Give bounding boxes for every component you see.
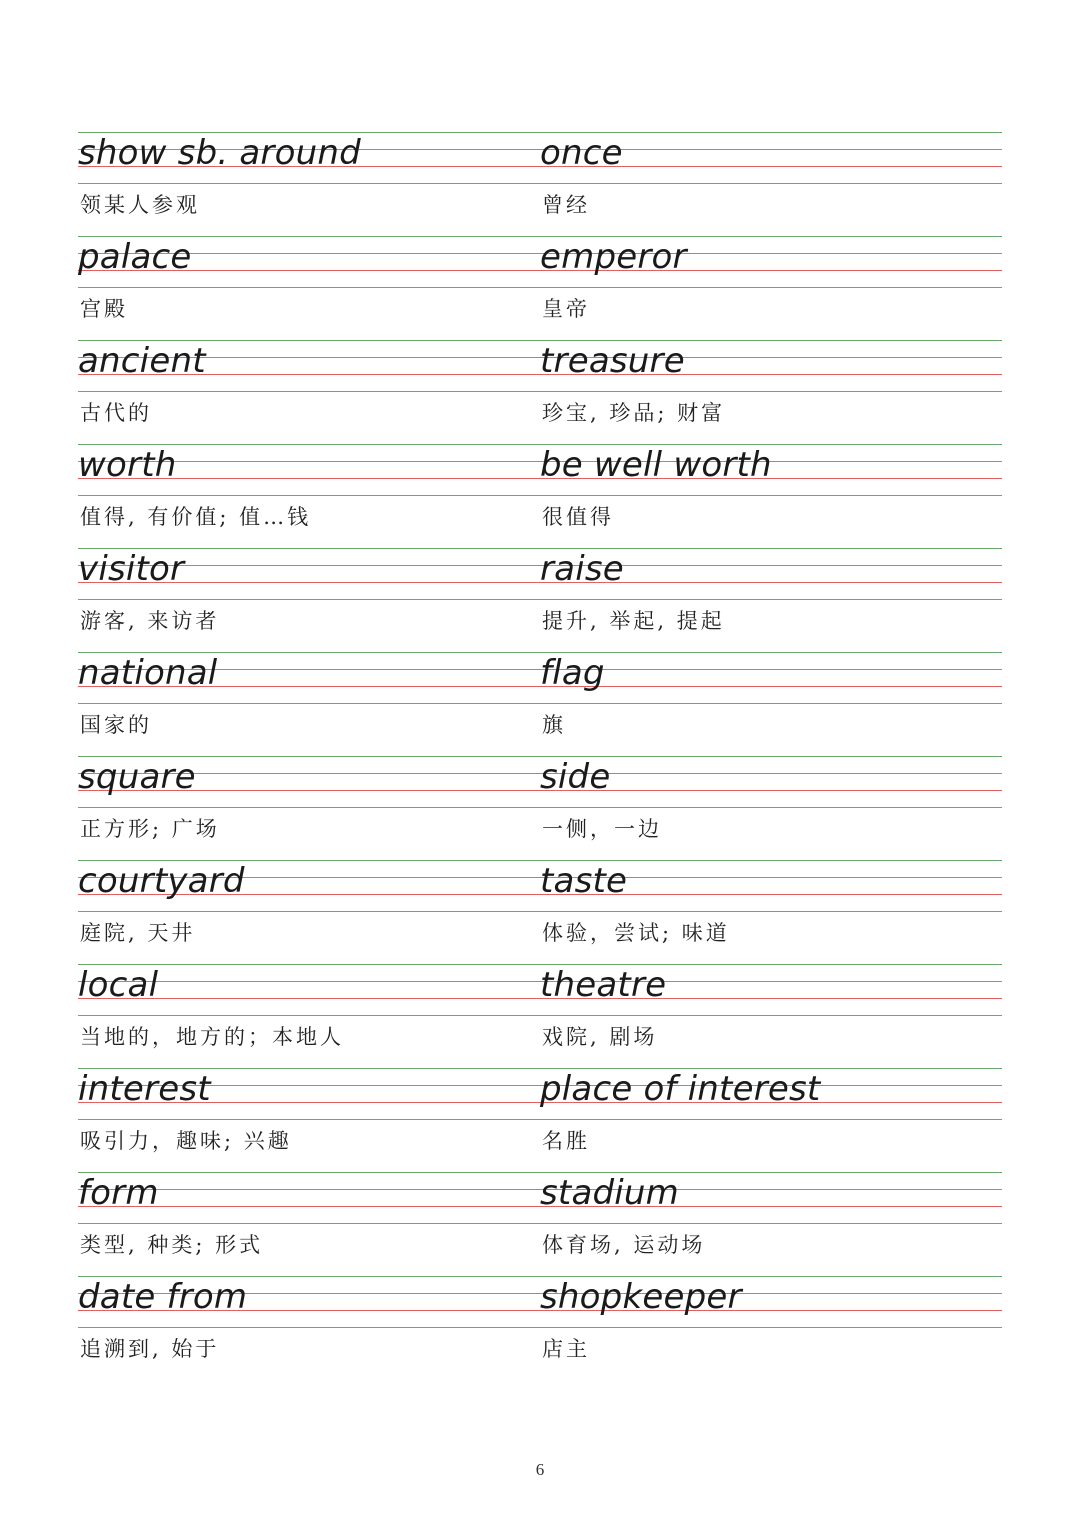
english-word: flag — [540, 653, 605, 693]
vocab-entry-left — [78, 236, 540, 340]
vocab-row — [78, 236, 1002, 340]
chinese-meaning: 戏院, 剧场 — [542, 1025, 658, 1049]
vocab-entry-right — [540, 964, 1002, 1068]
chinese-meaning: 很值得 — [542, 505, 614, 529]
vocab-row — [78, 548, 1002, 652]
english-word: taste — [540, 861, 628, 901]
vocab-row — [78, 652, 1002, 756]
vocab-row — [78, 756, 1002, 860]
chinese-meaning: 一侧，一边 — [542, 817, 662, 841]
vocab-entry-left — [78, 1068, 540, 1172]
english-word: palace — [78, 237, 192, 277]
chinese-meaning: 类型, 种类; 形式 — [80, 1233, 264, 1257]
vocab-entry-right — [540, 756, 1002, 860]
english-word: ancient — [78, 341, 206, 381]
vocab-entry-right — [540, 860, 1002, 964]
chinese-meaning: 国家的 — [80, 713, 152, 737]
chinese-meaning: 旗 — [542, 713, 566, 737]
vocab-entry-right — [540, 1172, 1002, 1276]
english-word: be well worth — [540, 445, 772, 485]
vocab-entry-right — [540, 444, 1002, 548]
page-number: 6 — [535, 1460, 545, 1479]
vocab-row — [78, 964, 1002, 1068]
chinese-meaning: 曾经 — [542, 193, 590, 217]
vocab-entry-left — [78, 132, 540, 236]
vocab-entry-left — [78, 340, 540, 444]
vocab-entry-left — [78, 1276, 540, 1380]
vocab-entry-left — [78, 860, 540, 964]
english-word: local — [78, 965, 159, 1005]
chinese-meaning: 店主 — [542, 1337, 590, 1361]
chinese-meaning: 追溯到, 始于 — [80, 1337, 220, 1361]
vocab-row — [78, 340, 1002, 444]
vocab-row — [78, 1172, 1002, 1276]
chinese-meaning: 名胜 — [542, 1129, 590, 1153]
vocab-entry-left — [78, 964, 540, 1068]
chinese-meaning: 提升, 举起, 提起 — [542, 609, 725, 633]
vocab-entry-left — [78, 756, 540, 860]
chinese-meaning: 古代的 — [80, 401, 152, 425]
vocab-row — [78, 444, 1002, 548]
english-word: date from — [78, 1277, 248, 1317]
chinese-meaning: 宫殿 — [80, 297, 128, 321]
vocab-row — [78, 1276, 1002, 1380]
chinese-meaning: 珍宝, 珍品; 财富 — [542, 401, 726, 425]
vocab-row — [78, 132, 1002, 236]
vocab-entry-left — [78, 548, 540, 652]
english-word: national — [78, 653, 218, 693]
chinese-meaning: 体育场, 运动场 — [542, 1233, 706, 1257]
vocab-row — [78, 860, 1002, 964]
english-word: raise — [540, 549, 624, 589]
vocabulary-sheet — [78, 132, 1002, 1380]
vocab-entry-right — [540, 132, 1002, 236]
chinese-meaning: 领某人参观 — [80, 193, 200, 217]
english-word: stadium — [540, 1173, 679, 1213]
vocab-entry-right — [540, 652, 1002, 756]
english-word: treasure — [540, 341, 685, 381]
chinese-meaning: 游客, 来访者 — [80, 609, 220, 633]
chinese-meaning: 体验，尝试; 味道 — [542, 921, 730, 945]
english-word: worth — [78, 445, 177, 485]
chinese-meaning: 庭院, 天井 — [80, 921, 196, 945]
vocab-entry-left — [78, 444, 540, 548]
english-word: side — [540, 757, 611, 797]
english-word: interest — [78, 1069, 211, 1109]
vocab-entry-right — [540, 1276, 1002, 1380]
vocab-entry-right — [540, 236, 1002, 340]
english-word: square — [78, 757, 196, 797]
chinese-meaning: 当地的，地方的；本地人 — [80, 1025, 344, 1049]
english-word: shopkeeper — [540, 1277, 742, 1317]
english-word: place of interest — [540, 1069, 821, 1109]
english-word: courtyard — [78, 861, 245, 901]
chinese-meaning: 值得, 有价值; 值…钱 — [80, 505, 312, 529]
english-word: form — [78, 1173, 159, 1213]
vocab-entry-right — [540, 1068, 1002, 1172]
chinese-meaning: 正方形; 广场 — [80, 817, 220, 841]
vocab-entry-right — [540, 548, 1002, 652]
chinese-meaning: 皇帝 — [542, 297, 590, 321]
vocab-row — [78, 1068, 1002, 1172]
english-word: show sb. around — [78, 133, 361, 173]
vocab-entry-right — [540, 340, 1002, 444]
chinese-meaning: 吸引力，趣味; 兴趣 — [80, 1129, 292, 1153]
english-word: once — [540, 133, 623, 173]
english-word: theatre — [540, 965, 667, 1005]
english-word: emperor — [540, 237, 687, 277]
english-word: visitor — [78, 549, 185, 589]
vocab-entry-left — [78, 1172, 540, 1276]
vocab-entry-left — [78, 652, 540, 756]
